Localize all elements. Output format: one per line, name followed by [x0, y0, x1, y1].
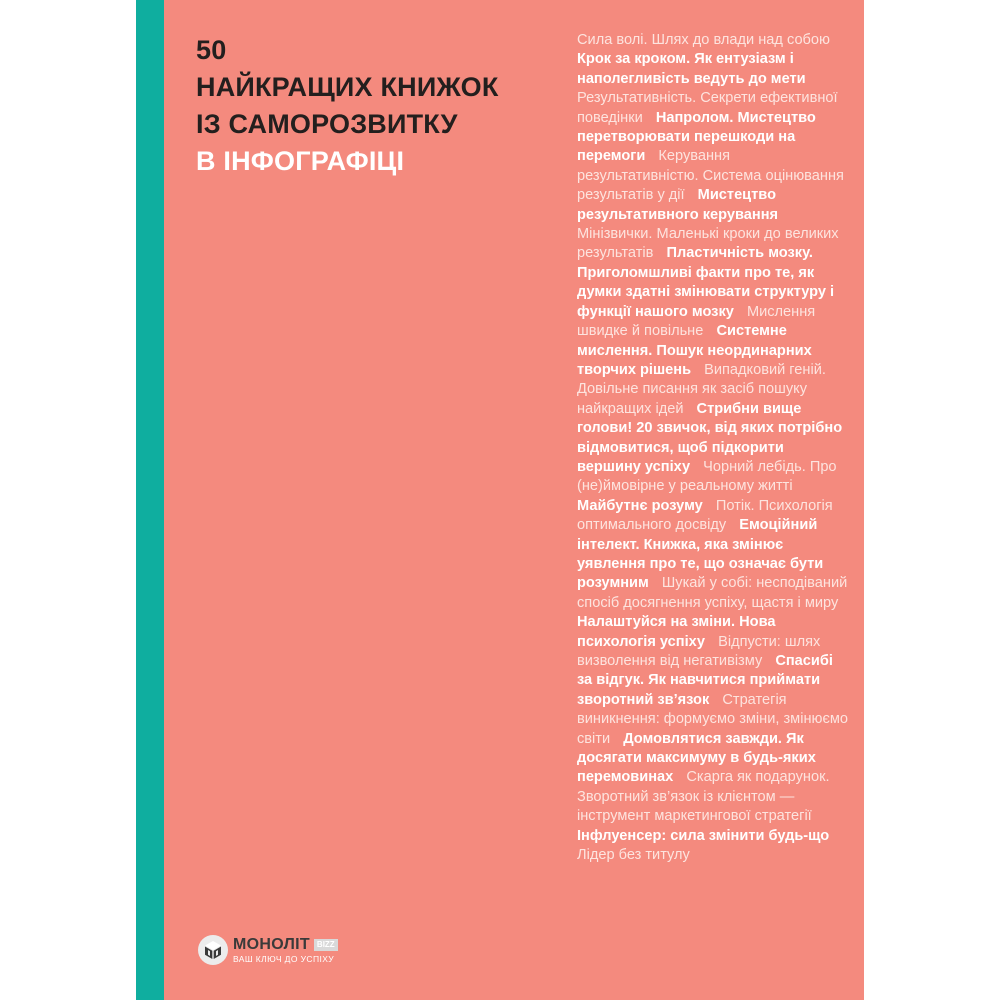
- book-title: Керування результативністю. Система оцінювання результатів у дії: [577, 148, 844, 204]
- book-title: Скарга як подарунок. Зворотний зв’язок із клієнтом — інструмент маркетингової стратегії: [577, 769, 830, 825]
- book-title: Потік. Психологія оптимального досвіду: [577, 497, 833, 534]
- book-title: Відпусти: шлях визволення від негативізму: [577, 633, 821, 669]
- title-number: 50: [196, 35, 227, 65]
- book-title: Шукай у собі: несподіваний спосіб досягнення успіху, щастя і миру: [577, 575, 848, 611]
- cube-icon: [198, 935, 228, 965]
- book-title: Системне мислення. Пошук неординарних творчих рішень: [577, 323, 812, 378]
- publisher-logo: [198, 935, 338, 965]
- book-titles-list: [577, 31, 849, 865]
- book-title: Сила волі. Шлях до влади над собою: [577, 32, 830, 48]
- book-title: Лідер без титулу: [577, 847, 690, 864]
- book-title: Стрибни вище голови! 20 звичок, від яких потрібно відмовитися, щоб підкорити вершину успіху: [577, 400, 843, 475]
- book-title: Мислення швидке й повільне: [577, 303, 816, 340]
- title-line-2: НАЙКРАЩИХ КНИЖОК: [196, 72, 499, 102]
- book-title: Мінізвички. Маленькі кроки до великих результатів: [577, 226, 839, 262]
- publisher-tagline: ВАШ КЛЮЧ ДО УСПІХУ: [233, 953, 335, 964]
- book-cover: [136, 0, 864, 1000]
- book-title: Спасибі за відгук. Як навчитися приймати зворотний зв’язок: [577, 653, 833, 708]
- book-title: Налаштуйся на зміни. Нова психологія успіху: [577, 614, 776, 650]
- title-subtitle: В ІНФОГРАФІЦІ: [196, 146, 405, 176]
- book-title: Пластичність мозку. Приголомшливі факти про те, як думки здатні змінювати структуру і функції нашого мозку: [577, 245, 835, 320]
- book-title: Чорний лебідь. Про (не)ймовірне у реальному житті: [577, 458, 837, 495]
- book-title: Майбутнє розуму: [577, 497, 703, 514]
- book-title: Емоційний інтелект. Книжка, яка змінює уявлення про те, що означає бути розумним: [577, 517, 824, 592]
- book-title: Стратегія виникнення: формуємо зміни, змінюємо світи: [577, 691, 849, 747]
- publisher-badge: BIZZ: [314, 939, 338, 951]
- book-title: Результативність. Секрети ефективної поведінки: [577, 90, 838, 126]
- publisher-name: МОНОЛІТ: [233, 935, 310, 953]
- cover-title: [196, 32, 576, 180]
- book-title: Напролом. Мистецтво перетворювати перешкоди на перемоги: [577, 109, 816, 165]
- book-title: Крок за кроком. Як ентузіазм і наполегливість ведуть до мети: [577, 51, 806, 87]
- book-title: Мистецтво результативного керування: [577, 187, 779, 223]
- book-title: Домовлятися завжди. Як досягати максимуму в будь-яких перемовинах: [577, 730, 816, 786]
- book-title: Інфлуенсер: сила змінити будь-що: [577, 827, 830, 844]
- title-line-3: ІЗ САМОРОЗВИТКУ: [196, 109, 458, 139]
- cover-spine-stripe: [136, 0, 164, 1000]
- book-title: Випадковий геній. Довільне писання як засіб пошуку найкращих ідей: [577, 361, 826, 417]
